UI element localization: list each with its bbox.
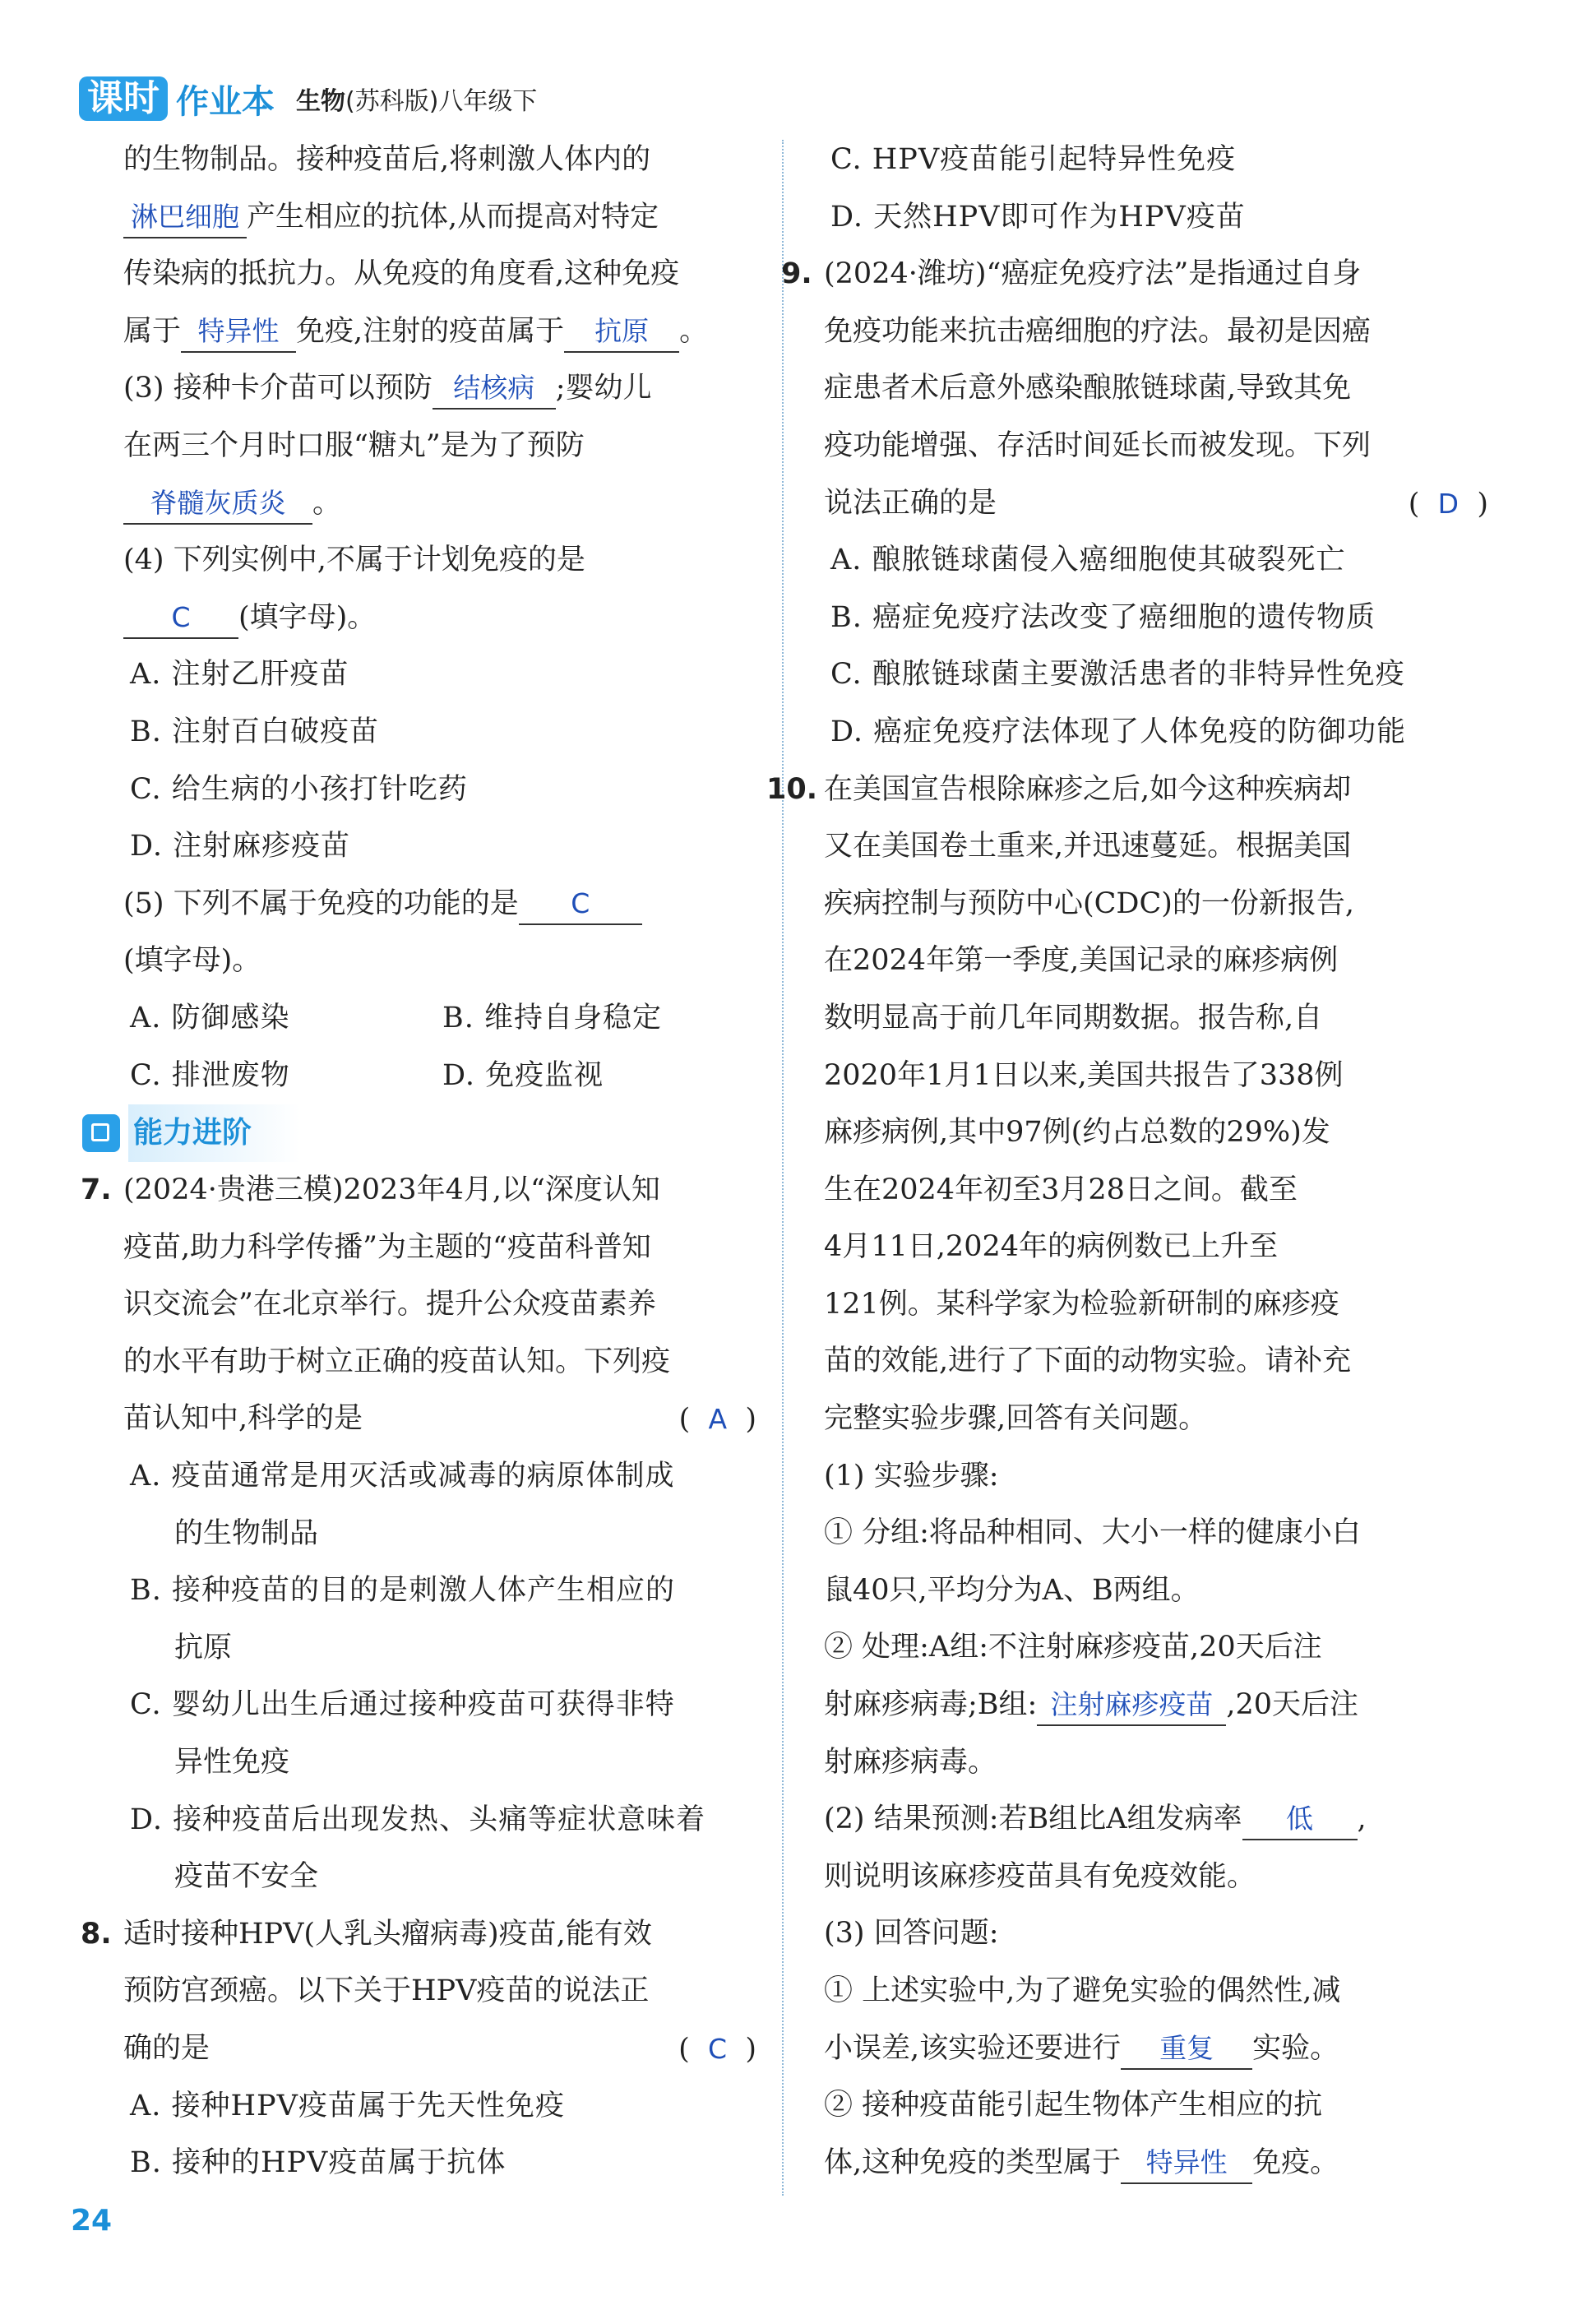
- question-number: 8.: [81, 1917, 112, 1951]
- option: D. 天然HPV即可作为HPV疫苗: [830, 200, 1246, 234]
- answer-blank[interactable]: 注射麻疹疫苗: [1037, 1685, 1226, 1726]
- option: B. 注射百白破疫苗: [130, 715, 379, 748]
- option: A. 注射乙肝疫苗: [130, 658, 349, 692]
- text-line: 射麻疹病毒;B组: 注射麻疹疫苗 ,20天后注: [824, 1677, 1488, 1734]
- text-line: (填字母)。: [123, 944, 261, 978]
- section-title: 能力进阶: [128, 1104, 301, 1162]
- text-line: 又在美国卷土重来,并迅速蔓延。根据美国: [824, 830, 1352, 863]
- option: A. 接种HPV疫苗属于先天性免疫: [130, 2089, 565, 2122]
- text-line: 在2024年第一季度,美国记录的麻疹病例: [824, 944, 1339, 978]
- text-line: 传染病的抵抗力。从免疫的角度看,这种免疫: [123, 257, 680, 291]
- text-line: 症患者术后意外感染酿脓链球菌,导致其免: [824, 372, 1352, 405]
- text-line: 完整实验步骤,回答有关问题。: [824, 1402, 1208, 1436]
- text-line: 2020年1月1日以来,美国共报告了338例: [824, 1058, 1344, 1092]
- book-title: 作业本: [176, 82, 275, 121]
- text-line: (1) 实验步骤:: [824, 1459, 999, 1493]
- text-line: 脊髓灰质炎 。: [123, 475, 756, 533]
- question-line: 10. 在美国宣告根除麻疹之后,如今这种疾病却: [824, 761, 1488, 819]
- option: C. 排泄废物: [130, 1058, 290, 1092]
- option: D. 免疫监视: [442, 1058, 604, 1092]
- answer-blank[interactable]: 抗原: [564, 312, 679, 353]
- subject-label: 生物(苏科版)八年级下: [296, 87, 538, 116]
- text-line: 鼠40只,平均分为A、B两组。: [824, 1573, 1200, 1607]
- option: A. 防御感染: [130, 1001, 290, 1034]
- answer-blank[interactable]: C: [519, 884, 642, 925]
- text-line: 数明显高于前几年同期数据。报告称,自: [824, 1001, 1323, 1034]
- question-line: 9. (2024·潍坊)“癌症免疫疗法”是指通过自身: [824, 246, 1488, 303]
- text-line: (2) 结果预测:若B组比A组发病率 低 ,: [824, 1791, 1488, 1849]
- text-line: 淋巴细胞 产生相应的抗体,从而提高对特定: [123, 189, 756, 247]
- text-line: 确的是 ( C ): [123, 2020, 756, 2078]
- text-line: 苗的效能,进行了下面的动物实验。请补充: [824, 1345, 1352, 1378]
- option: C. 给生病的小孩打针吃药: [130, 772, 468, 806]
- option: C. 婴幼儿出生后通过接种疫苗可获得非特: [130, 1688, 675, 1722]
- text-line: 说法正确的是 ( D ): [824, 475, 1488, 533]
- text-line: 预防宫颈癌。以下关于HPV疫苗的说法正: [123, 1974, 650, 2008]
- text-line: ① 分组:将品种相同、大小一样的健康小白: [824, 1516, 1361, 1550]
- option-continued: 疫苗不安全: [174, 1860, 319, 1894]
- question-line: 8. 适时接种HPV(人乳头瘤病毒)疫苗,能有效: [123, 1906, 756, 1964]
- text-line: 射麻疹病毒。: [824, 1745, 997, 1779]
- option-continued: 异性免疫: [174, 1746, 290, 1780]
- text-line: ① 上述实验中,为了避免实验的偶然性,减: [824, 1974, 1341, 2007]
- text-line: C (填字母)。: [123, 590, 756, 647]
- option-row: [123, 990, 756, 1048]
- text-line: 则说明该麻疹疫苗具有免疫效能。: [824, 1859, 1256, 1893]
- text-line: (4) 下列实例中,不属于计划免疫的是: [123, 544, 585, 577]
- text-line: (3) 回答问题:: [824, 1917, 999, 1951]
- column-divider: [782, 140, 784, 2196]
- text-line: 疾病控制与预防中心(CDC)的一份新报告,: [824, 886, 1355, 920]
- answer-choice[interactable]: A: [708, 1403, 728, 1436]
- text-line: (5) 下列不属于免疫的功能的是 C: [123, 876, 756, 933]
- text-line: 4月11日,2024年的病例数已上升至: [824, 1230, 1279, 1264]
- text-line: 的水平有助于树立正确的疫苗认知。下列疫: [123, 1345, 671, 1378]
- text-line: 生在2024年初至3月28日之间。截至: [824, 1173, 1298, 1206]
- answer-blank[interactable]: 淋巴细胞: [123, 197, 247, 238]
- text-line: 免疫功能来抗击癌细胞的疗法。最初是因癌: [824, 314, 1372, 348]
- option-continued: 抗原: [174, 1631, 233, 1664]
- answer-paren: ( D ): [1408, 487, 1488, 521]
- text-line: 疫苗,助力科学传播”为主题的“疫苗科普知: [123, 1230, 651, 1264]
- answer-blank[interactable]: 脊髓灰质炎: [123, 484, 312, 525]
- text-line: 属于 特异性 免疫,注射的疫苗属于 抗原 。: [123, 303, 756, 361]
- option-row: [123, 1048, 756, 1105]
- answer-blank[interactable]: 结核病: [433, 368, 556, 410]
- right-column: [766, 132, 1488, 2192]
- question-number: 10.: [766, 772, 818, 806]
- option: C. 酿脓链球菌主要激活患者的非特异性免疫: [830, 658, 1405, 692]
- option: D. 接种疫苗后出现发热、头痛等症状意味着: [130, 1803, 706, 1836]
- option: B. 接种的HPV疫苗属于抗体: [130, 2146, 507, 2180]
- answer-blank[interactable]: 特异性: [1121, 2143, 1252, 2184]
- text-line: 的生物制品。接种疫苗后,将刺激人体内的: [123, 143, 651, 176]
- page-number: 24: [71, 2204, 113, 2238]
- answer-blank[interactable]: 重复: [1121, 2029, 1252, 2070]
- answer-choice[interactable]: C: [708, 2033, 728, 2065]
- page-header: [79, 76, 537, 122]
- option: D. 注射麻疹疫苗: [130, 830, 351, 863]
- option: B. 维持自身稳定: [442, 1001, 662, 1034]
- option: B. 癌症免疫疗法改变了癌细胞的遗传物质: [830, 600, 1376, 634]
- text-line: 麻疹病例,其中97例(约占总数的29%)发: [824, 1116, 1330, 1150]
- pencil-note-icon: [82, 1114, 120, 1152]
- text-line: 体,这种免疫的类型属于 特异性 免疫。: [824, 2135, 1488, 2192]
- question-line: 7. (2024·贵港三模)2023年4月,以“深度认知: [123, 1162, 756, 1220]
- option: B. 接种疫苗的目的是刺激人体产生相应的: [130, 1574, 675, 1608]
- answer-choice[interactable]: D: [1437, 487, 1460, 520]
- option-continued: 的生物制品: [174, 1516, 319, 1550]
- option: D. 癌症免疫疗法体现了人体免疫的防御功能: [830, 715, 1407, 748]
- text-line: (3) 接种卡介苗可以预防 结核病 ;婴幼儿: [123, 360, 756, 418]
- text-line: 苗认知中,科学的是 ( A ): [123, 1391, 756, 1448]
- answer-blank[interactable]: C: [123, 598, 238, 639]
- text-line: 识交流会”在北京举行。提升公众疫苗素养: [123, 1288, 656, 1321]
- text-line: 疫功能增强、存活时间延长而被发现。下列: [824, 428, 1372, 462]
- text-line: 121例。某科学家为检验新研制的麻疹疫: [824, 1287, 1339, 1321]
- answer-blank[interactable]: 特异性: [181, 312, 296, 353]
- answer-paren: ( C ): [678, 2033, 756, 2066]
- question-number: 7.: [81, 1173, 112, 1207]
- text-line: ② 处理:A组:不注射麻疹疫苗,20天后注: [824, 1631, 1322, 1664]
- answer-blank[interactable]: 低: [1242, 1799, 1358, 1840]
- option: A. 疫苗通常是用灭活或减毒的病原体制成: [130, 1460, 675, 1493]
- brand-logo: 课时: [79, 76, 168, 121]
- text-line: 小误差,该实验还要进行 重复 实验。: [824, 2020, 1488, 2078]
- section-heading: [82, 1109, 756, 1157]
- text-line: 在两三个月时口服“糖丸”是为了预防: [123, 428, 585, 462]
- question-number: 9.: [781, 257, 812, 291]
- left-column: [81, 132, 756, 2192]
- answer-paren: ( A ): [678, 1403, 756, 1437]
- text-line: ② 接种疫苗能引起生物体产生相应的抗: [824, 2089, 1323, 2122]
- option: C. HPV疫苗能引起特异性免疫: [830, 143, 1237, 176]
- option: A. 酿脓链球菌侵入癌细胞使其破裂死亡: [830, 544, 1346, 577]
